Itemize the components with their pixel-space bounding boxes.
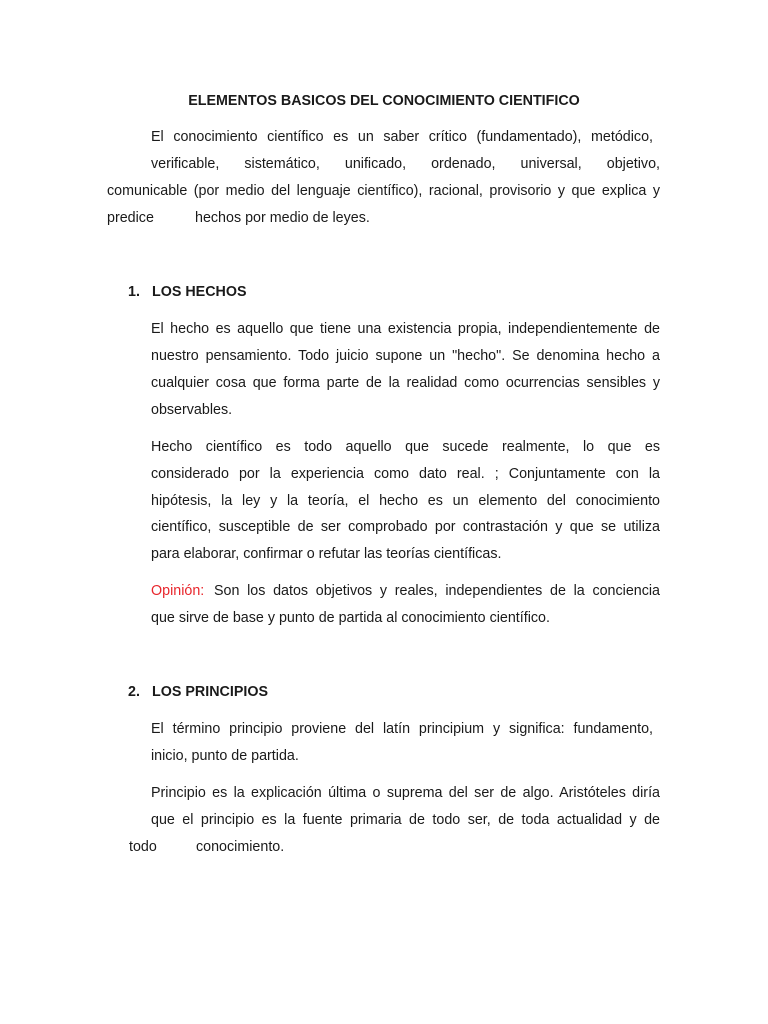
section-heading-text: LOS PRINCIPIOS bbox=[152, 684, 268, 700]
opinion-label-text: Opinión: bbox=[151, 583, 205, 599]
intro-line-2: verificable, sistemático, unificado, ordenado, universal, objetivo, bbox=[151, 156, 660, 172]
opinion-line-1: Son los datos objetivos y reales, independientes de la conciencia bbox=[214, 583, 660, 599]
hechos-p2-line-1: Hecho científico es todo aquello que sucede realmente, lo que es bbox=[151, 439, 660, 455]
principios-p1-line-1: El término principio proviene del latín principium y significa: fundamento, bbox=[151, 721, 653, 737]
hechos-p2-line-5: para elaborar, confirmar o refutar las teorías científicas. bbox=[151, 546, 502, 562]
section-number: 2. bbox=[128, 684, 140, 700]
principios-p2-line-2: que el principio es la fuente primaria de todo ser, de toda actualidad y de bbox=[151, 812, 660, 828]
opinion-label bbox=[151, 582, 204, 600]
intro-line-4-rest: hechos por medio de leyes. bbox=[195, 210, 370, 226]
intro-line-1: El conocimiento científico es un saber crítico (fundamentado), metódico, bbox=[151, 129, 653, 145]
section-heading-hechos bbox=[128, 283, 247, 301]
hechos-p2-line-4: científico, susceptible de ser comprobado por contrastación y que se utiliza bbox=[151, 519, 660, 535]
section-number: 1. bbox=[128, 284, 140, 300]
hechos-p2-line-3: hipótesis, la ley y la teoría, el hecho es un elemento del conocimiento bbox=[151, 493, 660, 509]
hechos-p1-line-2: nuestro pensamiento. Todo juicio supone un "hecho". Se denomina hecho a bbox=[151, 348, 660, 364]
section-heading-text: LOS HECHOS bbox=[152, 284, 247, 300]
hechos-p2-line-2: considerado por la experiencia como dato real. ; Conjuntamente con la bbox=[151, 466, 660, 482]
hechos-p1-line-1: El hecho es aquello que tiene una existencia propia, independientemente de bbox=[151, 321, 660, 337]
section-heading-principios bbox=[128, 683, 268, 701]
intro-line-4-word: predice bbox=[107, 210, 154, 226]
principios-p2-line-1: Principio es la explicación última o suprema del ser de algo. Aristóteles diría bbox=[151, 785, 660, 801]
hechos-p1-line-3: cualquier cosa que forma parte de la realidad como ocurrencias sensibles y bbox=[151, 375, 660, 391]
intro-line-3: comunicable (por medio del lenguaje científico), racional, provisorio y que explica y bbox=[107, 183, 660, 199]
principios-p2-last-rest: conocimiento. bbox=[196, 839, 285, 855]
opinion-line-2: que sirve de base y punto de partida al conocimiento científico. bbox=[151, 610, 550, 626]
principios-p1-line-2: inicio, punto de partida. bbox=[151, 748, 299, 764]
page-title: ELEMENTOS BASICOS DEL CONOCIMIENTO CIENTIFICO bbox=[188, 93, 580, 109]
hechos-p1-line-4: observables. bbox=[151, 402, 233, 418]
principios-p2-last-word: todo bbox=[129, 839, 157, 855]
